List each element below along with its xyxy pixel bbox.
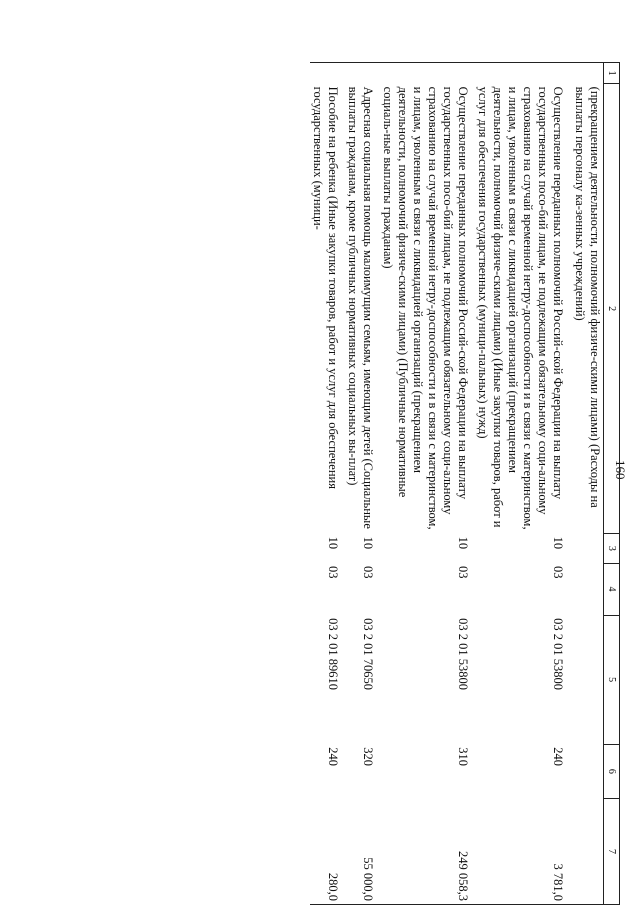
budget-table bbox=[310, 62, 620, 905]
item-name: Адресная социальная помощь малоимущим семьям, имеющим детей (Социальные выплаты гражданам, кроме публичных нормативных социальных вы-плат) bbox=[346, 86, 375, 529]
row-number-cell bbox=[341, 63, 376, 84]
section-code bbox=[566, 534, 604, 563]
amount bbox=[566, 799, 604, 905]
table-row bbox=[341, 63, 376, 905]
amount: 3 781,0 bbox=[471, 799, 566, 905]
subsection-code bbox=[566, 563, 604, 615]
page-number: 160 bbox=[613, 460, 628, 480]
table-row bbox=[471, 63, 566, 905]
section-code: 10 bbox=[456, 536, 470, 550]
row-number-cell bbox=[566, 63, 604, 84]
subsection-code: 03 bbox=[361, 566, 375, 579]
subsection-code: 03 bbox=[326, 566, 340, 579]
row-number-cell bbox=[471, 63, 566, 84]
item-name: Пособие на ребенка (Иные закупки товаров, работ и услуг для обеспечения государственных (муници- bbox=[311, 86, 340, 489]
header-col-4: 4 bbox=[604, 563, 620, 615]
table-row bbox=[376, 63, 471, 905]
expense-type-code: 310 bbox=[456, 747, 470, 766]
subsection-code: 03 bbox=[551, 566, 565, 579]
item-name: Осуществление переданных полномочий Россий-ской Федерации на выплату государственных посо-бий лицам, не подлежащим обязательному соци-альному страхованию на случай временной нетру-доспособности и в связи с материнством, и лицам, уволенным в связи с ликвидацией организаций (прекращением деятельности, полномочий физиче-скими лицами) (Публичные нормативные социаль-ные выплаты гражданам) bbox=[381, 86, 470, 530]
header-col-6: 6 bbox=[604, 744, 620, 798]
expense-type-code: 240 bbox=[326, 747, 340, 766]
table-row bbox=[310, 63, 341, 905]
subsection-code: 03 bbox=[456, 566, 470, 579]
header-row bbox=[604, 63, 620, 905]
target-article-code: 03 2 01 53800 bbox=[551, 618, 565, 690]
header-col-7: 7 bbox=[604, 799, 620, 905]
table-row bbox=[566, 63, 604, 905]
header-col-2: 2 bbox=[604, 84, 620, 534]
header-col-1: 1 bbox=[604, 63, 620, 84]
expense-type-code bbox=[566, 744, 604, 798]
target-article-code: 03 2 01 89610 bbox=[326, 618, 340, 690]
amount: 280,0 bbox=[310, 799, 341, 905]
section-code: 10 bbox=[326, 536, 340, 550]
section-code: 10 bbox=[551, 536, 565, 550]
header-col-5: 5 bbox=[604, 615, 620, 744]
amount: 55 000,0 bbox=[341, 799, 376, 905]
target-article-code: 03 2 01 70650 bbox=[361, 618, 375, 690]
item-name: (прекращением деятельности, полномочий физиче-скими лицами) (Расходы на выплаты персоналу ка-зенных учреждений) bbox=[573, 86, 602, 508]
target-article-code: 03 2 01 53800 bbox=[456, 618, 470, 690]
row-number-cell bbox=[310, 63, 341, 84]
item-name: Осуществление переданных полномочий Россий-ской Федерации на выплату государственных посо-бий лицам, не подлежащим обязательному соци-альному страхованию на случай временной нетру-доспособности и в связи с материнством, и лицам, уволенным в связи с ликвидацией организаций (прекращением деятельности, полномочий физиче-скими лицами) (Иные закупки товаров, работ и услуг для обеспечения государственных (муници-пальных) нужд) bbox=[476, 86, 565, 530]
expense-type-code: 320 bbox=[361, 747, 375, 766]
row-number-cell bbox=[376, 63, 471, 84]
amount: 249 058,3 bbox=[376, 799, 471, 905]
header-col-3: 3 bbox=[604, 534, 620, 563]
expense-type-code: 240 bbox=[551, 747, 565, 766]
section-code: 10 bbox=[361, 536, 375, 550]
target-article-code bbox=[566, 615, 604, 744]
